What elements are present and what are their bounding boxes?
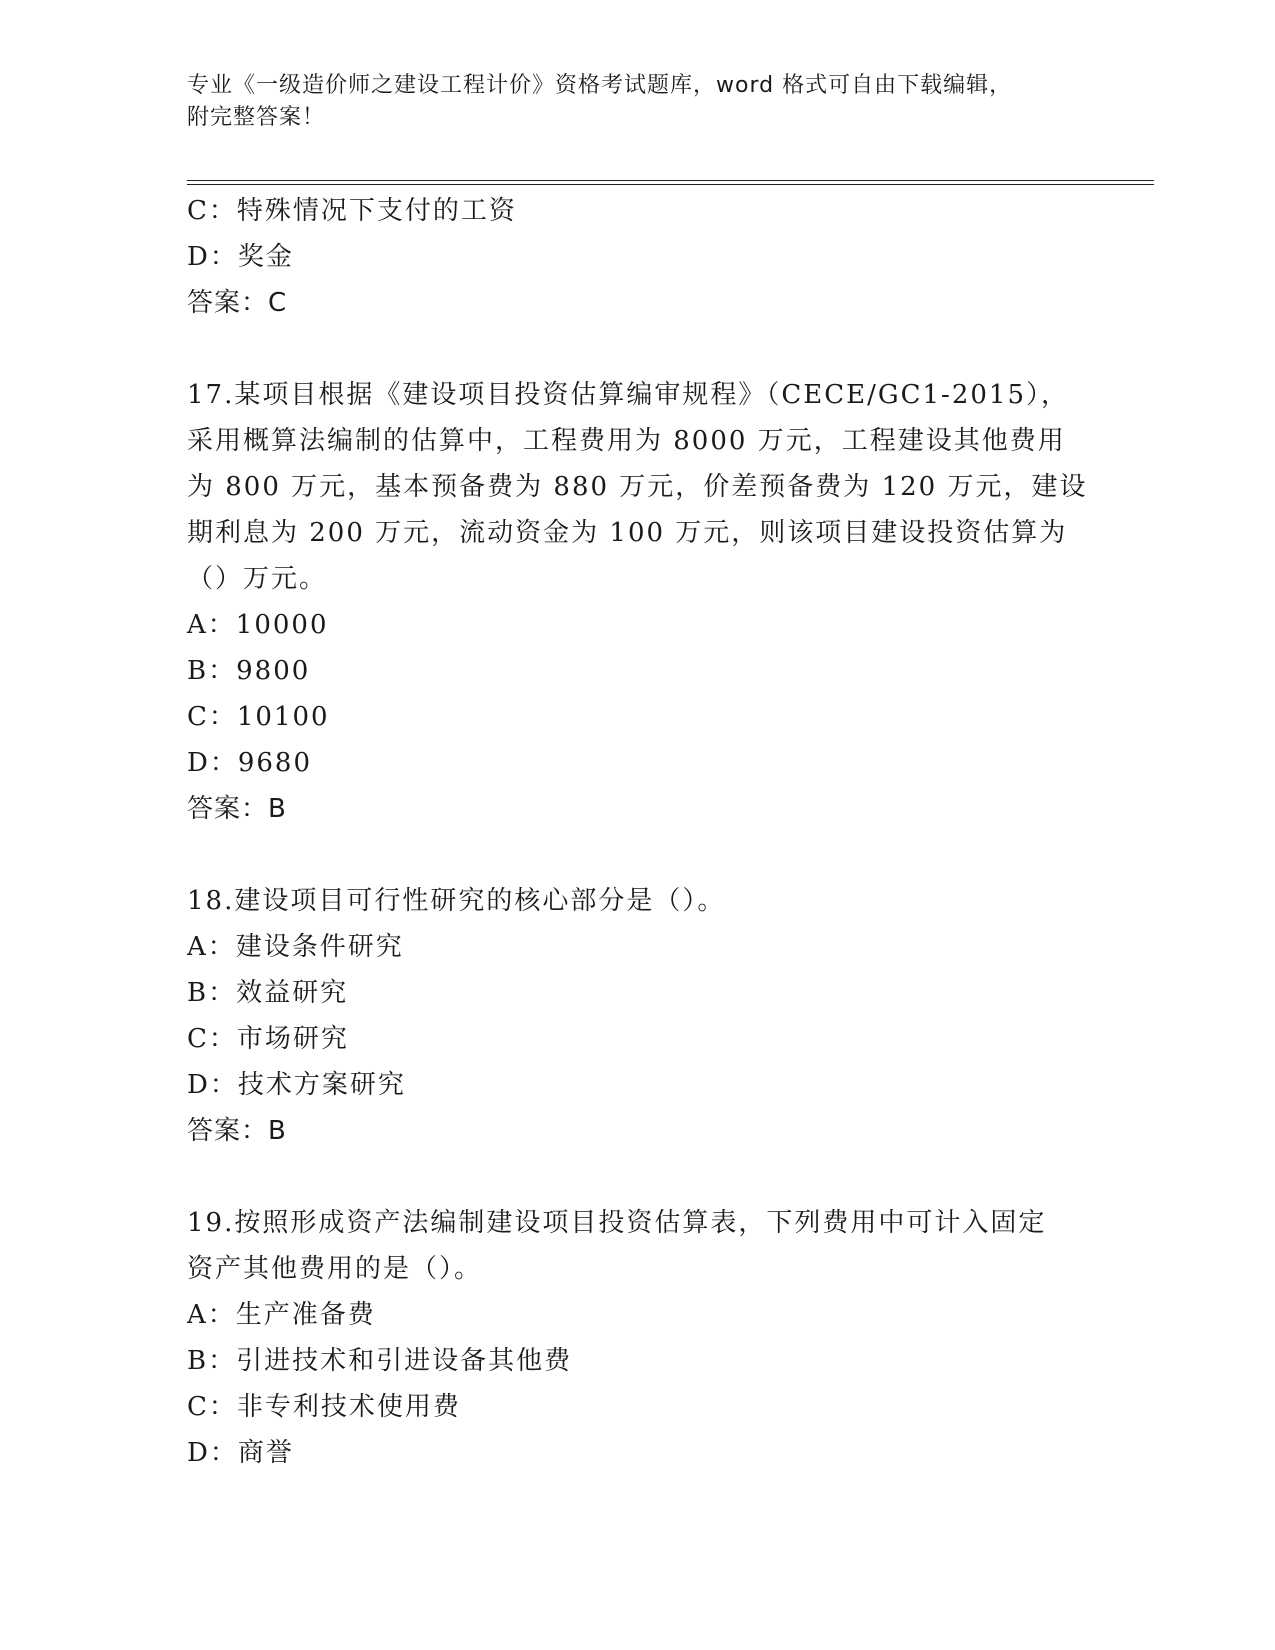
spacer	[187, 326, 1087, 372]
header-rule-bottom	[187, 184, 1154, 185]
option-line: C：10100	[187, 702, 330, 732]
option-line: D：技术方案研究	[187, 1070, 406, 1100]
question-18-line: 18.建设项目可行性研究的核心部分是（）。	[187, 886, 726, 916]
option-line: A：10000	[187, 610, 329, 640]
option-line: B：引进技术和引进设备其他费	[187, 1346, 573, 1376]
question-19-line: 资产其他费用的是（）。	[187, 1254, 483, 1284]
option-line: D：9680	[187, 748, 313, 778]
option-line: C：特殊情况下支付的工资	[187, 196, 517, 226]
answer-line: 答案：B	[187, 1116, 287, 1146]
option-line: A：生产准备费	[187, 1300, 376, 1330]
question-17-line: 17.某项目根据《建设项目投资估算编审规程》（CECE/GC1-2015），	[187, 380, 1070, 410]
question-19-line: 19.按照形成资产法编制建设项目投资估算表，下列费用中可计入固定	[187, 1208, 1047, 1238]
option-line: B：效益研究	[187, 978, 349, 1008]
option-line: C：非专利技术使用费	[187, 1392, 461, 1422]
option-line: D：商誉	[187, 1438, 294, 1468]
option-line: B：9800	[187, 656, 311, 686]
answer-line: 答案：C	[187, 288, 288, 318]
question-content	[187, 188, 1087, 1476]
question-17-line: 采用概算法编制的估算中，工程费用为 8000 万元，工程建设其他费用	[187, 426, 1066, 456]
option-line: C：市场研究	[187, 1024, 349, 1054]
option-line: D：奖金	[187, 242, 294, 272]
question-17-line: 为 800 万元，基本预备费为 880 万元，价差预备费为 120 万元，建设	[187, 472, 1088, 502]
answer-line: 答案：B	[187, 794, 287, 824]
spacer	[187, 832, 1087, 878]
question-17-line: （）万元。	[187, 564, 328, 594]
header-rule-top	[187, 180, 1154, 181]
spacer	[187, 1154, 1087, 1200]
document-header: 专业《一级造价师之建设工程计价》资格考试题库，word 格式可自由下载编辑， 附完整答案！	[187, 73, 1013, 130]
option-line: A：建设条件研究	[187, 932, 404, 962]
question-17-line: 期利息为 200 万元，流动资金为 100 万元，则该项目建设投资估算为	[187, 518, 1068, 548]
